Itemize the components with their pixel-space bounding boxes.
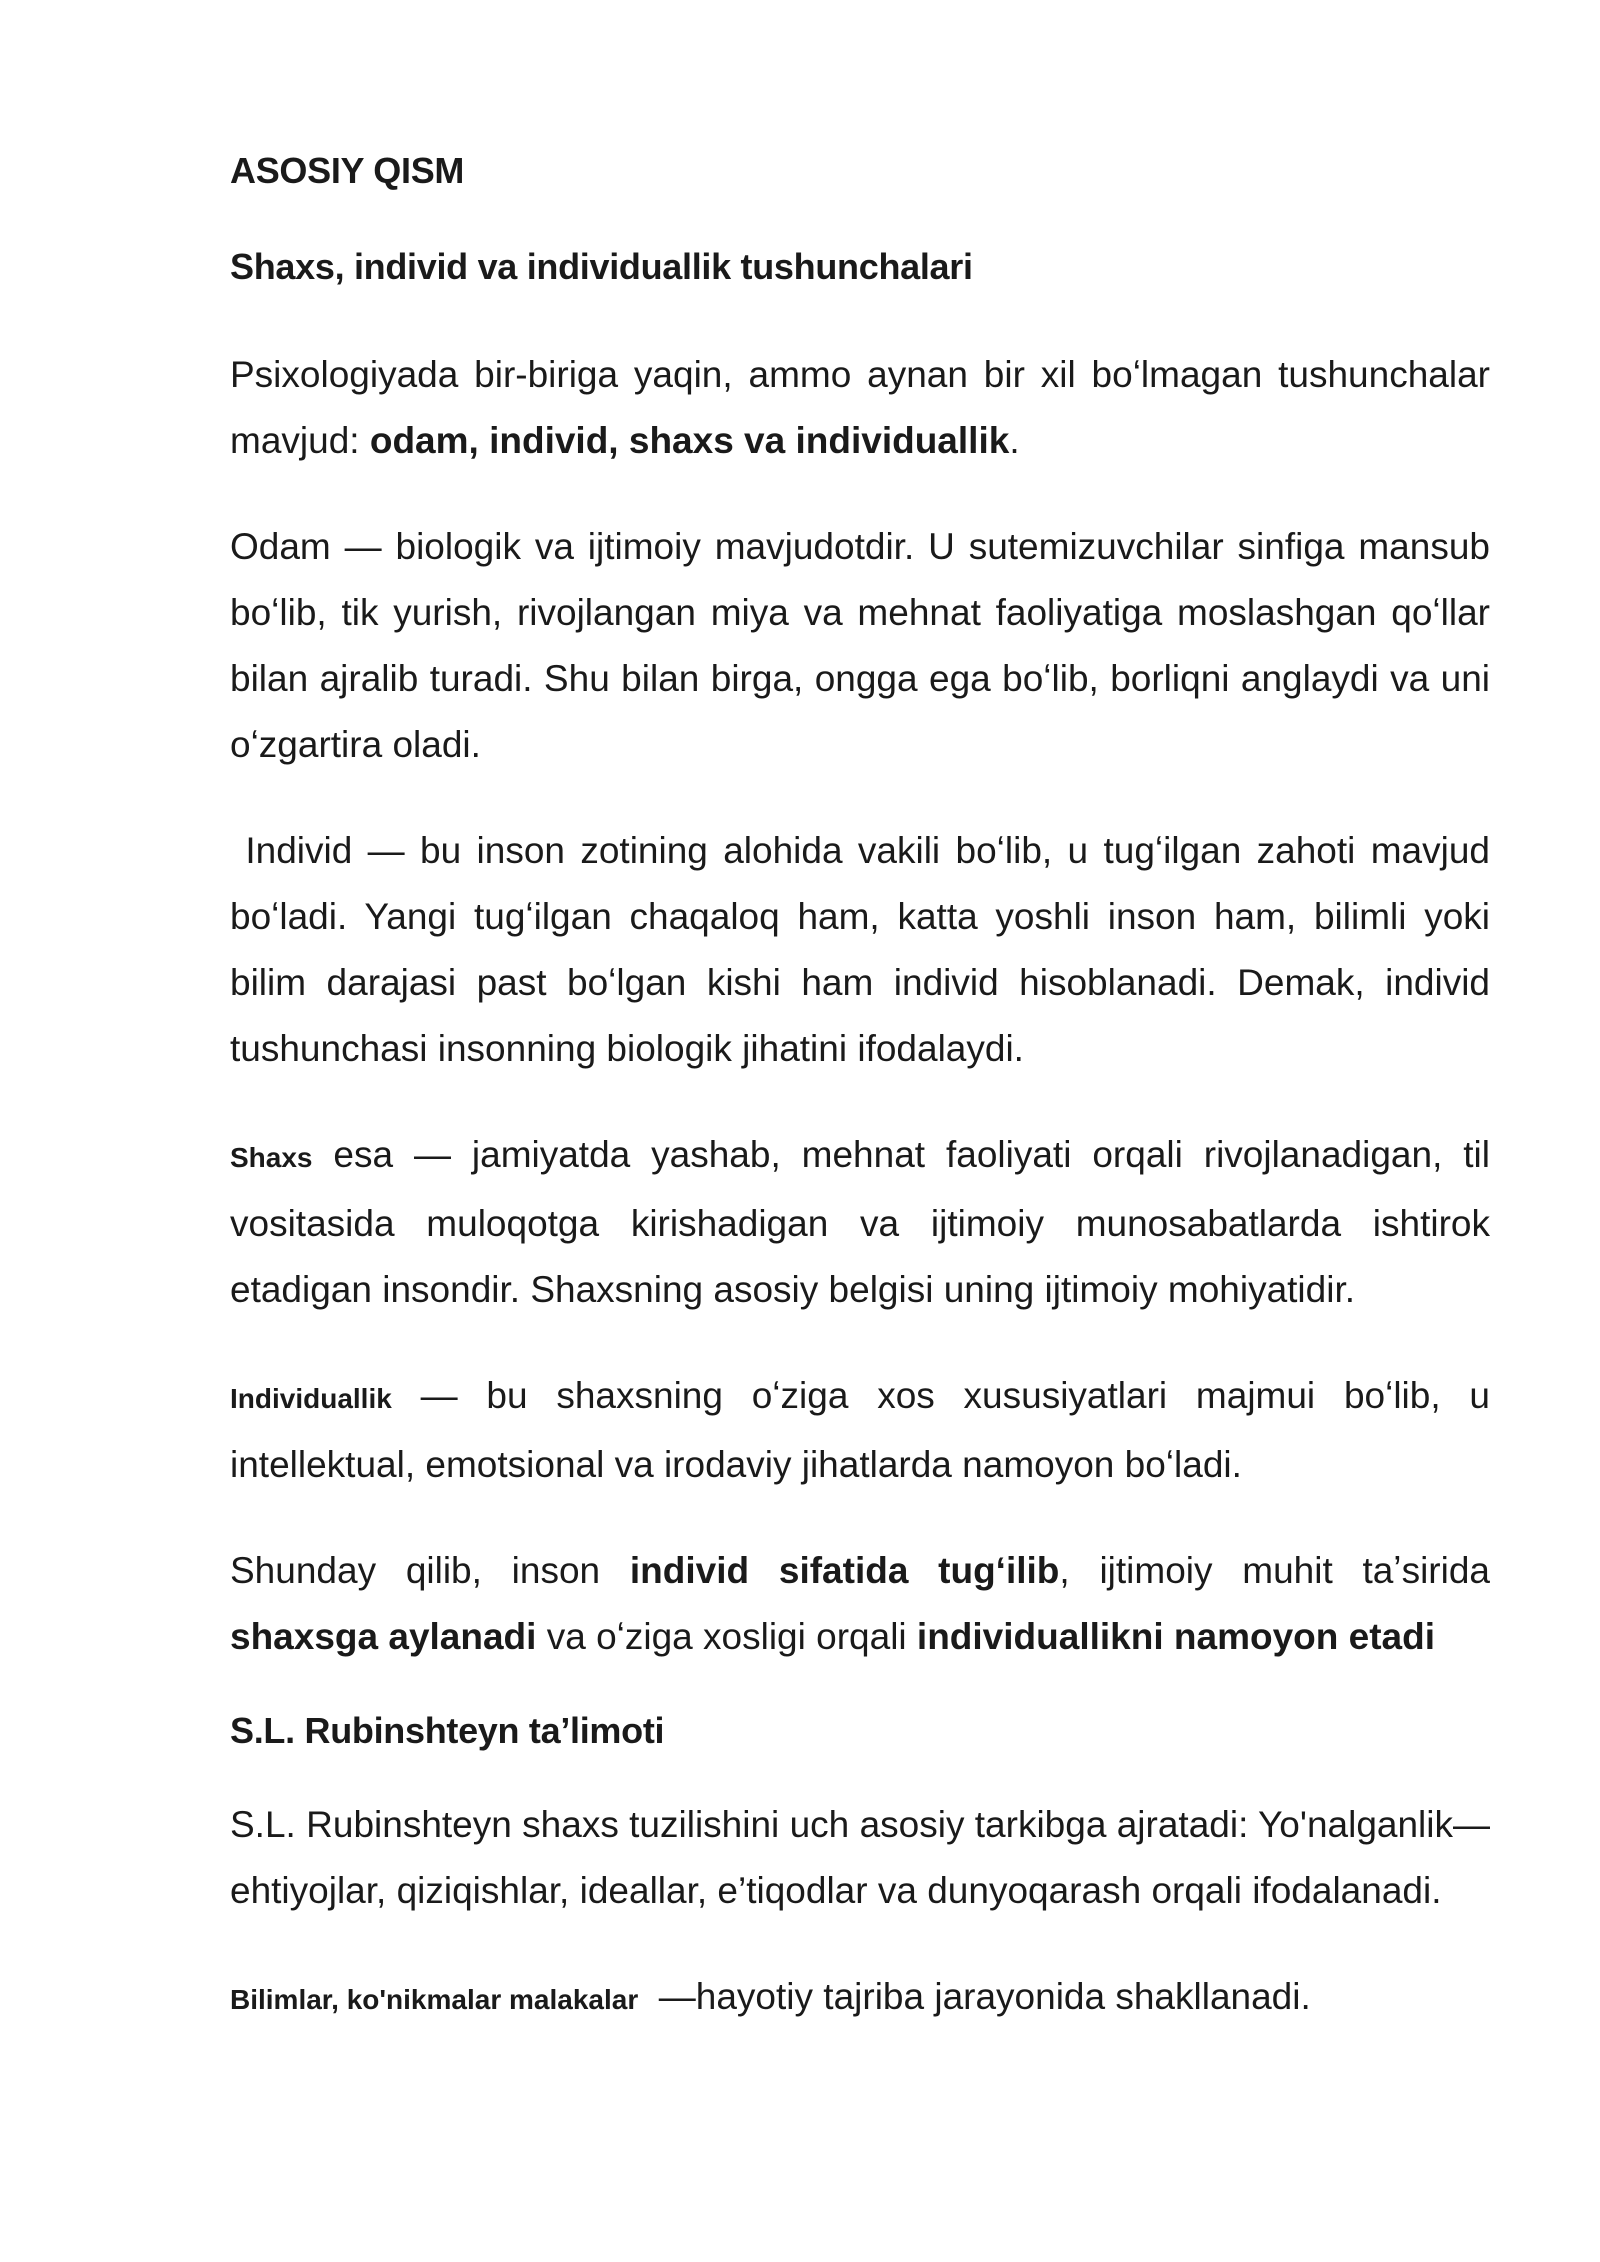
paragraph-text: — bu shaxsning oʻziga xos xususiyatlari majmui boʻlib, u intellektual, emotsional va irodaviy jihatlarda namoyon boʻladi. [230, 1375, 1490, 1485]
paragraph-text: —hayotiy tajriba jarayonida shakllanadi. [638, 1976, 1311, 2017]
paragraph-text: esa — jamiyatda yashab, mehnat faoliyati orqali rivojlanadigan, til vositasida muloqotga kirishadigan va ijtimoiy munosabatlarda ishtirok etadigan insondir. Shaxsning asosiy belgisi uning ijtimoiy mohiyatidir. [230, 1134, 1490, 1310]
section-heading-concepts: Shaxs, individ va individuallik tushunchalari [230, 246, 973, 287]
paragraph-text: Shunday qilib, inson [230, 1550, 630, 1591]
term-shaxs: Shaxs [230, 1142, 313, 1173]
paragraph-individ: Individ — bu inson zotining alohida vakili boʻlib, u tugʻilgan zahoti mavjud boʻladi. Yangi tugʻilgan chaqaloq ham, katta yoshli inson ham, bilimli yoki bilim darajasi past boʻlgan kishi ham individ hisoblanadi. Demak, individ tushunchasi insonning biologik jihatini ifodalaydi. [230, 830, 1501, 1069]
paragraph-individuallik [230, 1363, 1490, 1498]
paragraph-odam: Odam — biologik va ijtimoiy mavjudotdir. U sutemizuvchilar sinfiga mansub boʻlib, tik yurish, rivojlangan miya va mehnat faoliyatiga moslashgan qoʻllar bilan ajralib turadi. Shu bilan birga, ongga ega boʻlib, borliqni anglaydi va uni oʻzgartira oladi. [230, 526, 1490, 765]
bold-phrase: shaxsga aylanadi [230, 1616, 537, 1657]
paragraph-rubinshteyn: S.L. Rubinshteyn shaxs tuzilishini uch asosiy tarkibga ajratadi: Yo'nalganlik— ehtiyojlar, qiziqishlar, ideallar, e’tiqodlar va dunyoqarash orqali ifodalanadi. [230, 1804, 1490, 1911]
paragraph-text: va oʻziga xosligi orqali [536, 1616, 917, 1657]
paragraph-text: . [1009, 420, 1020, 461]
paragraph-intro [230, 342, 1490, 474]
term-bilimlar: Bilimlar, ko'nikmalar malakalar [230, 1984, 639, 2015]
bold-terms: odam, individ, shaxs va individuallik [369, 420, 1010, 461]
bold-phrase: individuallikni namoyon etadi [916, 1616, 1435, 1657]
bold-phrase: individ sifatida tugʻilib [629, 1550, 1060, 1591]
section-heading-rubinshteyn: S.L. Rubinshteyn ta’limoti [230, 1710, 665, 1751]
paragraph-text: , ijtimoiy muhit taʼsirida [1059, 1550, 1490, 1591]
paragraph-bilimlar [230, 1964, 1490, 2033]
paragraph-text: Psixologiyada bir-biriga yaqin, ammo aynan bir xil boʻlmagan tushunchalar mavjud: [230, 354, 1490, 461]
page-title: ASOSIY QISM [230, 150, 465, 191]
paragraph-shaxs [230, 1122, 1490, 1323]
paragraph-conclusion [230, 1538, 1490, 1670]
term-individuallik: Individuallik [230, 1383, 392, 1414]
